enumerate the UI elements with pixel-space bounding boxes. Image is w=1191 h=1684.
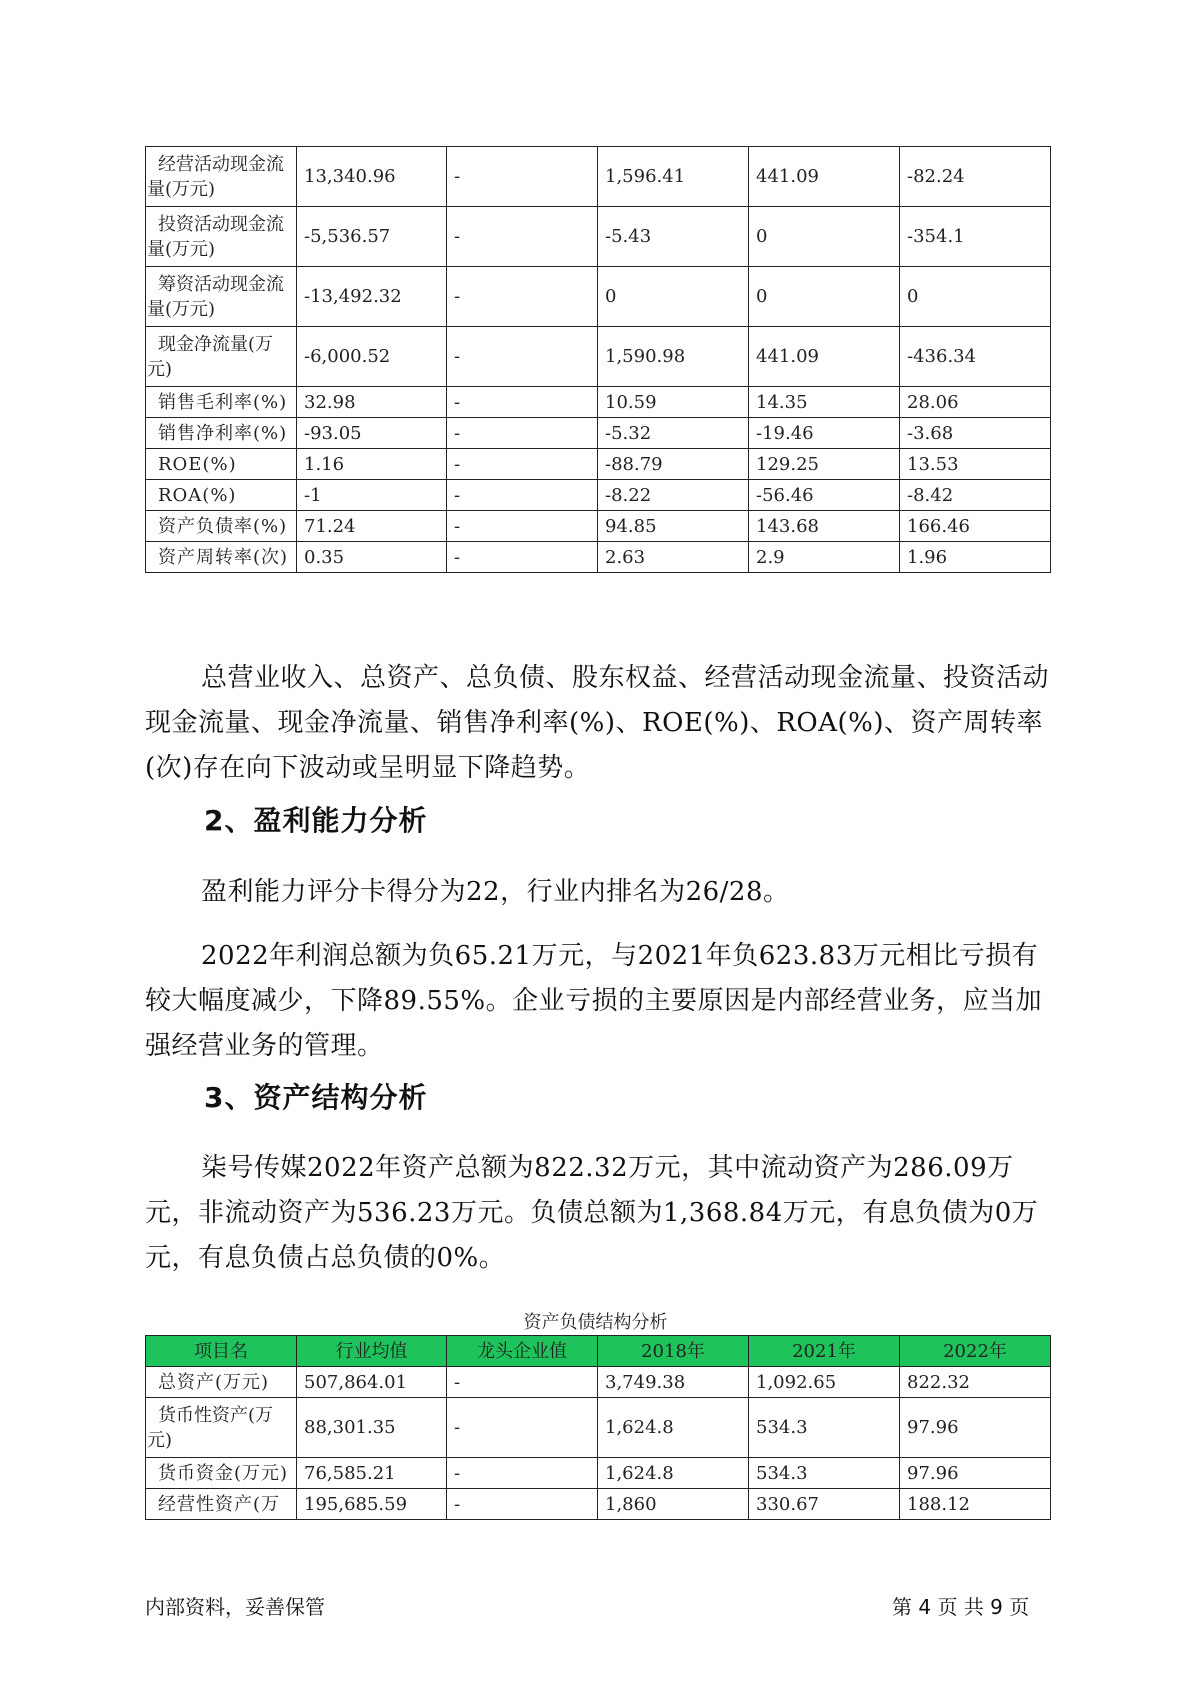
table-row — [146, 480, 1051, 511]
table-cell: - — [447, 449, 598, 480]
row-label-cell: 经营性资产(万 — [146, 1489, 297, 1520]
table-cell: 166.46 — [900, 511, 1051, 542]
table-cell: 0 — [749, 267, 900, 327]
table-cell: 28.06 — [900, 387, 1051, 418]
table-row — [146, 511, 1051, 542]
table-cell: 1,596.41 — [598, 147, 749, 207]
table-row — [146, 449, 1051, 480]
table-cell: 94.85 — [598, 511, 749, 542]
balance-structure-table-header — [146, 1336, 1051, 1367]
table-cell: 10.59 — [598, 387, 749, 418]
table-cell: 14.35 — [749, 387, 900, 418]
row-label-line1: 货币性资产(万 — [158, 1404, 274, 1426]
table-cell: 1,860 — [598, 1489, 749, 1520]
column-header: 行业均值 — [297, 1336, 447, 1367]
row-label-line2: 量(万元) — [147, 298, 216, 320]
table-cell: -3.68 — [900, 418, 1051, 449]
table-cell: -93.05 — [297, 418, 447, 449]
table-cell: 0 — [749, 207, 900, 267]
table-row — [146, 207, 1051, 267]
table-cell: 143.68 — [749, 511, 900, 542]
table-cell: 3,749.38 — [598, 1367, 749, 1398]
table-cell: - — [447, 1398, 598, 1458]
table-cell: -1 — [297, 480, 447, 511]
table-cell: 88,301.35 — [297, 1398, 447, 1458]
table-cell: -8.22 — [598, 480, 749, 511]
table-row — [146, 147, 1051, 207]
row-label-cell: 销售净利率(%) — [146, 418, 297, 449]
column-header: 2022年 — [900, 1336, 1051, 1367]
table-row — [146, 1458, 1051, 1489]
table-row — [146, 1398, 1051, 1458]
balance-structure-table — [145, 1335, 1051, 1520]
row-label-line2: 元) — [147, 358, 173, 380]
table-cell: 76,585.21 — [297, 1458, 447, 1489]
table-cell: 71.24 — [297, 511, 447, 542]
table-cell: -88.79 — [598, 449, 749, 480]
row-label-cell: 总资产(万元) — [146, 1367, 297, 1398]
row-label-cell — [146, 1398, 297, 1458]
row-label-cell: 资产负债率(%) — [146, 511, 297, 542]
row-label-cell: 货币资金(万元) — [146, 1458, 297, 1489]
table-cell: 188.12 — [900, 1489, 1051, 1520]
table-cell: 1,590.98 — [598, 327, 749, 387]
table-cell: 1,092.65 — [749, 1367, 900, 1398]
table-row — [146, 542, 1051, 573]
table-cell: -354.1 — [900, 207, 1051, 267]
asset-structure-paragraph: 柒号传媒2022年资产总额为822.32万元，其中流动资产为286.09万元，非流动资产为536.23万元。负债总额为1,368.84万元，有息负债为0万元，有息负债占总负债的0%。 — [145, 1153, 1039, 1273]
table-cell: - — [447, 542, 598, 573]
table-cell: -436.34 — [900, 327, 1051, 387]
table-cell: 1,624.8 — [598, 1398, 749, 1458]
table-cell: 1.96 — [900, 542, 1051, 573]
table-row — [146, 1367, 1051, 1398]
footer-confidential-note: 内部资料，妥善保管 — [145, 1595, 325, 1619]
table-cell: 32.98 — [297, 387, 447, 418]
table-row — [146, 327, 1051, 387]
row-label-line1: 投资活动现金流 — [158, 213, 284, 235]
table-cell: - — [447, 480, 598, 511]
row-label-line2: 量(万元) — [147, 178, 216, 200]
table-row — [146, 418, 1051, 449]
row-label-cell — [146, 327, 297, 387]
column-header: 项目名 — [146, 1336, 297, 1367]
table-cell: 822.32 — [900, 1367, 1051, 1398]
table-cell: - — [447, 147, 598, 207]
table-cell: -82.24 — [900, 147, 1051, 207]
table-cell: 13.53 — [900, 449, 1051, 480]
trend-summary-paragraph: 总营业收入、总资产、总负债、股东权益、经营活动现金流量、投资活动现金流量、现金净流量、销售净利率(%)、ROE(%)、ROA(%)、资产周转率(次)存在向下波动或呈明显下降趋势。 — [145, 663, 1050, 783]
table-cell: 0 — [598, 267, 749, 327]
table-cell: - — [447, 1367, 598, 1398]
financial-indicators-table-body — [146, 147, 1051, 573]
section-heading-asset-structure: 3、资产结构分析 — [204, 1081, 428, 1114]
table-cell: 441.09 — [749, 147, 900, 207]
table-cell: - — [447, 327, 598, 387]
row-label-line1: 经营活动现金流 — [158, 153, 284, 175]
row-label-cell — [146, 147, 297, 207]
footer-page-number: 第 4 页 共 9 页 — [892, 1595, 1030, 1619]
row-label-cell: 资产周转率(次) — [146, 542, 297, 573]
column-header: 2021年 — [749, 1336, 900, 1367]
table-cell: 97.96 — [900, 1458, 1051, 1489]
table-cell: 0 — [900, 267, 1051, 327]
row-label-line2: 量(万元) — [147, 238, 216, 260]
column-header: 龙头企业值 — [447, 1336, 598, 1367]
table-cell: -56.46 — [749, 480, 900, 511]
table-cell: -5,536.57 — [297, 207, 447, 267]
table-cell: 13,340.96 — [297, 147, 447, 207]
table-cell: 330.67 — [749, 1489, 900, 1520]
table-cell: 441.09 — [749, 327, 900, 387]
profit-analysis-paragraph: 2022年利润总额为负65.21万元，与2021年负623.83万元相比亏损有较大幅度减少，下降89.55%。企业亏损的主要原因是内部经营业务，应当加强经营业务的管理。 — [145, 941, 1043, 1061]
table-row — [146, 1489, 1051, 1520]
table-cell: -13,492.32 — [297, 267, 447, 327]
table-cell: - — [447, 1489, 598, 1520]
table-cell: -6,000.52 — [297, 327, 447, 387]
profitability-score-paragraph: 盈利能力评分卡得分为22，行业内排名为26/28。 — [201, 877, 790, 907]
row-label-line1: 现金净流量(万 — [158, 333, 274, 355]
table-cell: -5.43 — [598, 207, 749, 267]
row-label-cell: 销售毛利率(%) — [146, 387, 297, 418]
table-row — [146, 387, 1051, 418]
row-label-cell: ROE(%) — [146, 449, 297, 480]
table-row — [146, 267, 1051, 327]
financial-indicators-table — [145, 146, 1051, 573]
table-cell: - — [447, 418, 598, 449]
row-label-cell — [146, 207, 297, 267]
table-cell: 129.25 — [749, 449, 900, 480]
table-cell: -19.46 — [749, 418, 900, 449]
table-cell: 2.63 — [598, 542, 749, 573]
row-label-line2: 元) — [147, 1429, 173, 1451]
row-label-cell: ROA(%) — [146, 480, 297, 511]
table-cell: - — [447, 387, 598, 418]
column-header: 2018年 — [598, 1336, 749, 1367]
table-cell: 2.9 — [749, 542, 900, 573]
table-cell: - — [447, 511, 598, 542]
table-cell: - — [447, 207, 598, 267]
row-label-cell — [146, 267, 297, 327]
table-cell: 534.3 — [749, 1398, 900, 1458]
balance-structure-table-body — [146, 1367, 1051, 1520]
table-cell: 195,685.59 — [297, 1489, 447, 1520]
table-cell: 97.96 — [900, 1398, 1051, 1458]
table-cell: 1.16 — [297, 449, 447, 480]
table-cell: 0.35 — [297, 542, 447, 573]
section-heading-profitability: 2、盈利能力分析 — [204, 804, 428, 837]
table-cell: -8.42 — [900, 480, 1051, 511]
table-cell: -5.32 — [598, 418, 749, 449]
table-cell: - — [447, 1458, 598, 1489]
table-cell: 1,624.8 — [598, 1458, 749, 1489]
table-caption: 资产负债结构分析 — [523, 1312, 668, 1333]
table-cell: - — [447, 267, 598, 327]
table-cell: 534.3 — [749, 1458, 900, 1489]
row-label-line1: 筹资活动现金流 — [158, 273, 284, 295]
table-cell: 507,864.01 — [297, 1367, 447, 1398]
